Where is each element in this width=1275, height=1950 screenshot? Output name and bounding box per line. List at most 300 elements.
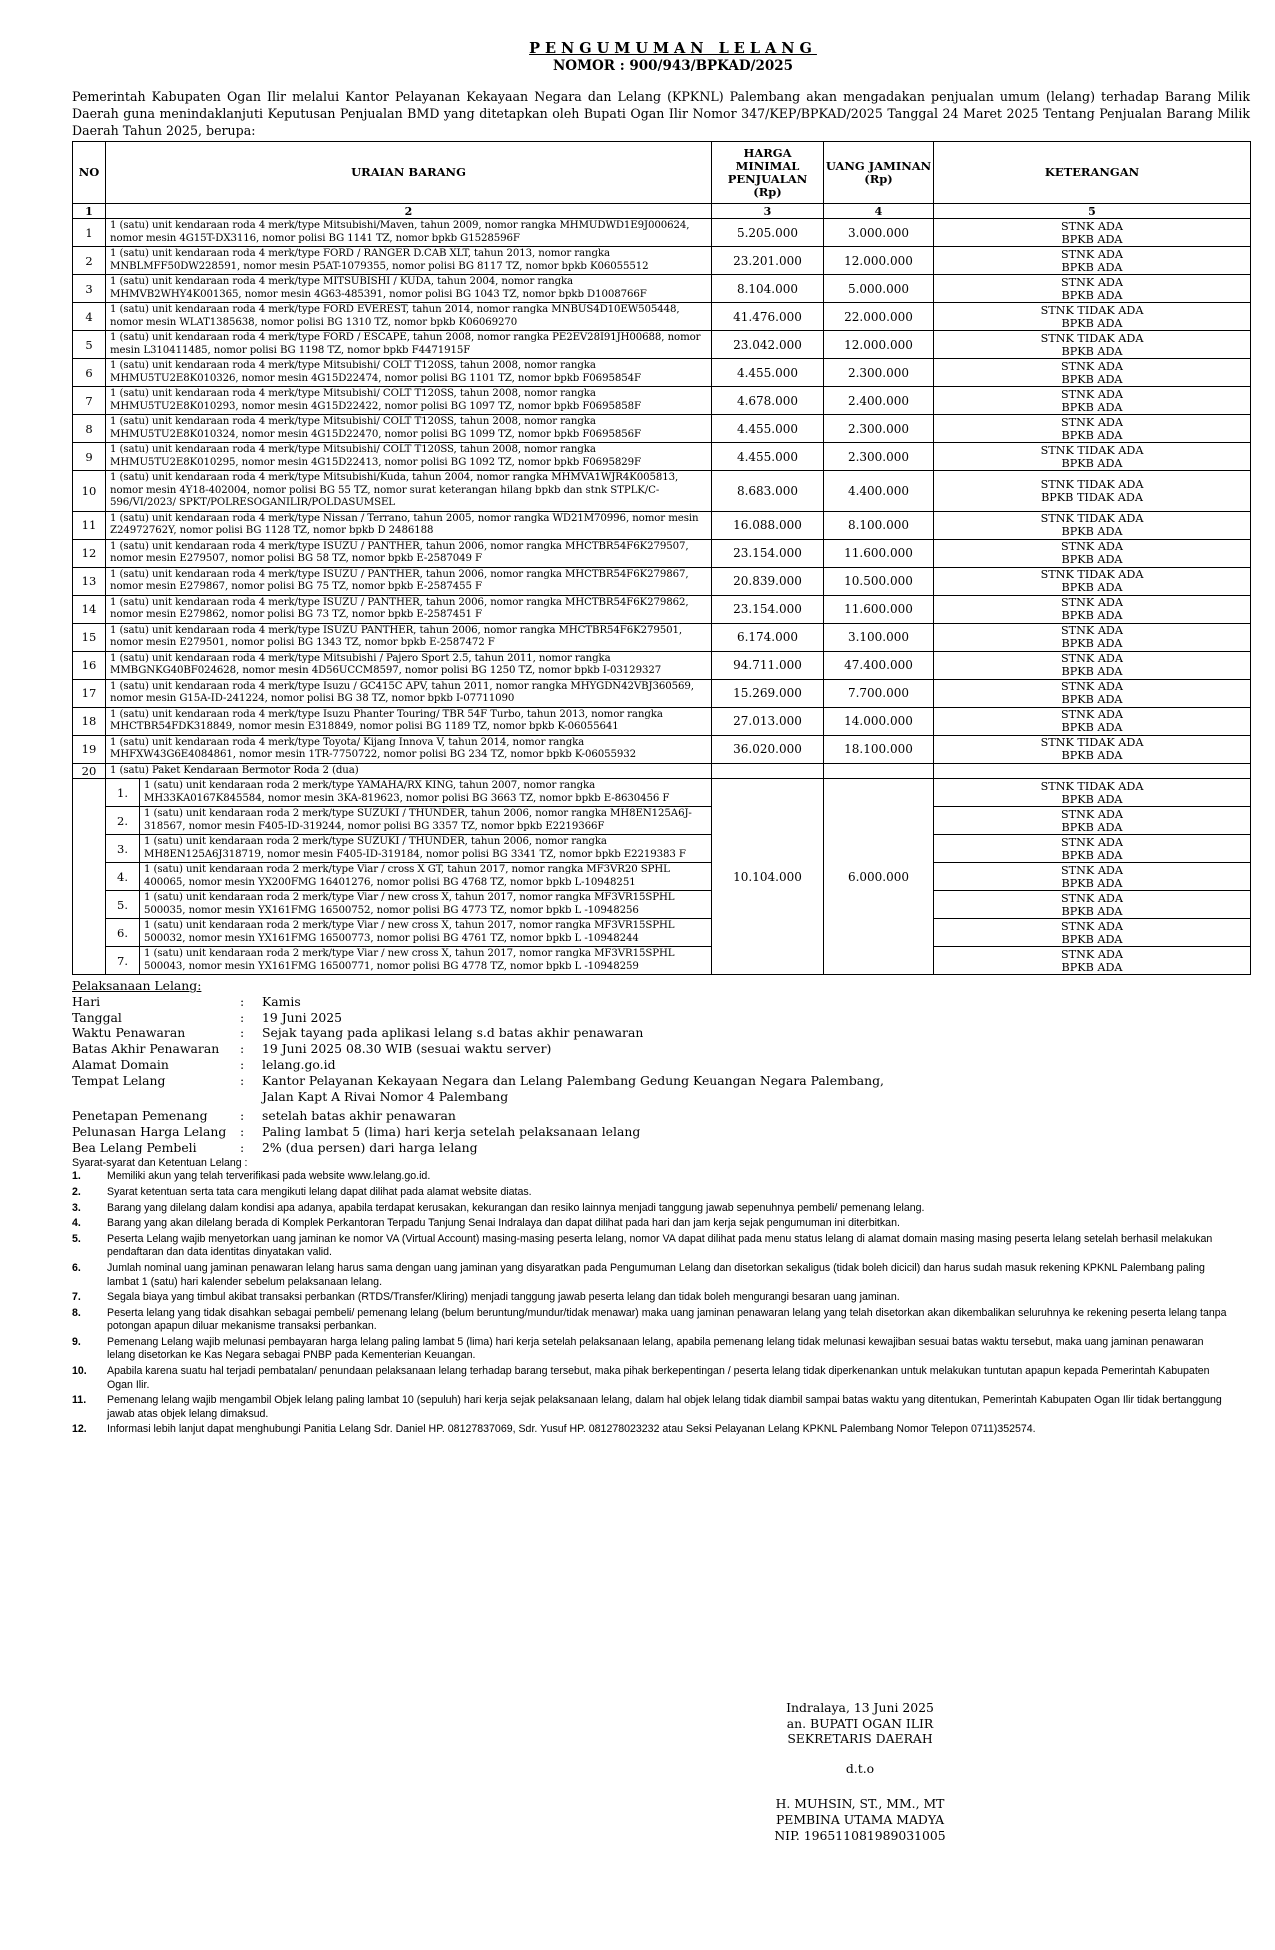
column-number: 3 bbox=[712, 204, 824, 219]
item-description: 1 (satu) unit kendaraan roda 2 merk/type Viar / new cross X, tahun 2017, nomor rangka MF3VR15SPHL 500035, nomor mesin YX161FMG 16500752, nomor polisi BG 4773 TZ, nomor bpkb L -10948256 bbox=[140, 891, 712, 919]
schedule-value-line: Paling lambat 5 (lima) hari kerja setelah pelaksanaan lelang bbox=[262, 1124, 641, 1140]
remarks bbox=[934, 863, 1251, 891]
terms-item-text: Peserta lelang yang tidak disahkan sebagai pembeli/ pemenang lelang (belum beruntung/mundur/tidak menawar) maka uang jaminan penawaran lelang yang telah disetorkan akan dikembalikan seluruhnya ke rekening peserta lelang tanpa potongan apapun diluar mekanisme transaksi perbankan. bbox=[107, 1306, 1227, 1333]
signature-block bbox=[700, 1700, 1020, 1843]
remark-stnk: STNK TIDAK ADA bbox=[1040, 477, 1144, 491]
terms-item-text: Barang yang dilelang dalam kondisi apa adanya, apabila terdapat kerusakan, kekurangan dan resiko lainnya menjadi tanggung jawab sepenuhnya pembeli/ pemenang lelang. bbox=[107, 1201, 925, 1214]
schedule-label: Penetapan Pemenang bbox=[72, 1108, 208, 1124]
sub-item-number: 2. bbox=[106, 807, 140, 835]
remark-stnk: STNK ADA bbox=[1061, 247, 1123, 261]
remark-stnk: STNK ADA bbox=[1061, 835, 1123, 849]
terms-item-number: 4. bbox=[72, 1217, 81, 1230]
terms-item bbox=[72, 1307, 1250, 1334]
remark-stnk: STNK TIDAK ADA bbox=[1040, 303, 1144, 317]
terms-item-text: Peserta Lelang wajib menyetorkan uang jaminan ke nomor VA (Virtual Account) masing-masing peserta lelang, nomor VA dapat dilihat pada menu status lelang di alamat domain masing masing peserta lelang setelah berhasil melakukan pendaftaran dan data identitas dinyatakan valid. bbox=[107, 1232, 1213, 1259]
minimum-price: 27.013.000 bbox=[712, 707, 824, 735]
terms-item-number: 9. bbox=[72, 1335, 81, 1348]
remarks bbox=[934, 219, 1251, 247]
sub-item-number: 7. bbox=[106, 947, 140, 975]
minimum-price: 20.839.000 bbox=[712, 567, 824, 595]
remark-stnk: STNK TIDAK ADA bbox=[1040, 443, 1144, 457]
deposit-amount: 47.400.000 bbox=[824, 651, 934, 679]
item-description: 1 (satu) unit kendaraan roda 4 merk/type Mitsubishi / Pajero Sport 2.5, tahun 2011, nomor rangka MMBGNKG40BF024628, nomor mesin 4D56UCCM8597, nomor polisi BG 1250 TZ, nomor bpkb I-03129327 bbox=[106, 651, 712, 679]
header-uraian: URAIAN BARANG bbox=[106, 142, 712, 204]
terms-item-number: 2. bbox=[72, 1185, 81, 1198]
schedule-row bbox=[72, 1025, 884, 1041]
signatory-rank: PEMBINA UTAMA MADYA bbox=[775, 1811, 945, 1827]
terms-item-number: 12. bbox=[72, 1423, 87, 1436]
remark-stnk: STNK ADA bbox=[1061, 415, 1123, 429]
minimum-price: 94.711.000 bbox=[712, 651, 824, 679]
terms-item-number: 6. bbox=[72, 1261, 81, 1274]
remark-bpkb: BPKB ADA bbox=[1061, 316, 1123, 330]
schedule-value-line: Sejak tayang pada aplikasi lelang s.d batas akhir penawaran bbox=[262, 1025, 644, 1041]
deposit-amount: 10.500.000 bbox=[824, 567, 934, 595]
sub-item-number: 3. bbox=[106, 835, 140, 863]
column-number: 5 bbox=[934, 204, 1251, 219]
schedule-row bbox=[72, 1108, 884, 1124]
schedule-colon: : bbox=[240, 993, 245, 1009]
schedule-label: Batas Akhir Penawaran bbox=[72, 1041, 220, 1057]
schedule-heading: Pelaksanaan Lelang: bbox=[72, 978, 202, 993]
schedule-label: Bea Lelang Pembeli bbox=[72, 1139, 197, 1155]
remark-stnk: STNK ADA bbox=[1061, 947, 1123, 961]
deposit-amount: 6.000.000 bbox=[824, 779, 934, 975]
schedule-value-line: lelang.go.id bbox=[262, 1056, 336, 1072]
header-keterangan: KETERANGAN bbox=[934, 142, 1251, 204]
remark-stnk: STNK TIDAK ADA bbox=[1040, 568, 1144, 581]
signature-position: SEKRETARIS DAERAH bbox=[787, 1731, 933, 1747]
table-row bbox=[73, 511, 1251, 539]
terms-item bbox=[72, 1170, 1250, 1184]
schedule-colon: : bbox=[240, 1041, 245, 1057]
remark-stnk: STNK ADA bbox=[1061, 863, 1123, 877]
schedule-value bbox=[262, 1010, 884, 1026]
item-description: 1 (satu) unit kendaraan roda 4 merk/type ISUZU PANTHER, tahun 2006, nomor rangka MHCTBR54F6K279501, nomor mesin E279501, nomor polisi BG 1343 TZ, nomor bpkb E-2587472 F bbox=[106, 623, 712, 651]
remarks bbox=[934, 471, 1251, 512]
table-row bbox=[73, 303, 1251, 331]
terms-item bbox=[72, 1394, 1250, 1421]
row-number: 5 bbox=[73, 331, 106, 359]
remark-bpkb: BPKB ADA bbox=[1061, 848, 1123, 862]
terms-item-text: Memiliki akun yang telah terverifikasi pada website www.lelang.go.id. bbox=[107, 1170, 431, 1183]
remark-bpkb: BPKB ADA bbox=[1061, 792, 1123, 806]
terms-item-text: Informasi lebih lanjut dapat menghubungi Panitia Lelang Sdr. Daniel HP. 08127837069, Sdr. Yusuf HP. 081278023232 atau Seksi Pelayanan Lelang KPKNL Palembang Nomor Telepon 0711)352574. bbox=[107, 1423, 1036, 1436]
schedule-label: Pelunasan Harga Lelang bbox=[72, 1124, 227, 1140]
remark-stnk: STNK TIDAK ADA bbox=[1040, 331, 1144, 345]
column-number-row bbox=[73, 204, 1251, 219]
empty-cell bbox=[934, 763, 1251, 779]
schedule-label: Hari bbox=[72, 993, 101, 1009]
header-jaminan: UANG JAMINAN (Rp) bbox=[824, 142, 934, 204]
item-description: 1 (satu) unit kendaraan roda 4 merk/type Mitsubishi/ COLT T120SS, tahun 2008, nomor rangka MHMU5TU2E8K010295, nomor mesin 4G15D22413, nomor polisi BG 1092 TZ, nomor bpkb F0695829F bbox=[106, 443, 712, 471]
schedule-value-line: Kantor Pelayanan Kekayaan Negara dan Lelang Palembang Gedung Keuangan Negara Palembang, bbox=[262, 1072, 884, 1088]
terms-item bbox=[72, 1202, 1250, 1216]
item-description: 1 (satu) unit kendaraan roda 4 merk/type Isuzu Phanter Touring/ TBR 54F Turbo, tahun 2013, nomor rangka MHCTBR54FDK318849, nomor mesin E318849, nomor polisi BG 1189 TZ, nomor bpkb K-06055641 bbox=[106, 707, 712, 735]
remark-stnk: STNK ADA bbox=[1061, 807, 1123, 821]
remarks bbox=[934, 275, 1251, 303]
terms-item-number: 1. bbox=[72, 1170, 81, 1183]
remark-stnk: STNK ADA bbox=[1061, 919, 1123, 933]
remarks bbox=[934, 807, 1251, 835]
table-row bbox=[73, 219, 1251, 247]
remarks bbox=[934, 707, 1251, 735]
remarks bbox=[934, 387, 1251, 415]
schedule-colon: : bbox=[240, 1056, 245, 1072]
remark-bpkb: BPKB ADA bbox=[1061, 932, 1123, 946]
remark-stnk: STNK TIDAK ADA bbox=[1040, 512, 1144, 525]
remark-stnk: STNK ADA bbox=[1061, 680, 1123, 693]
row-number: 16 bbox=[73, 651, 106, 679]
package-item-row bbox=[73, 807, 1251, 835]
item-description: 1 (satu) unit kendaraan roda 4 merk/type Mitsubishi/ COLT T120SS, tahun 2008, nomor rangka MHMU5TU2E8K010326, nomor mesin 4G15D22474, nomor polisi BG 1101 TZ, nomor bpkb F0695854F bbox=[106, 359, 712, 387]
table-row bbox=[73, 567, 1251, 595]
minimum-price: 10.104.000 bbox=[712, 779, 824, 975]
row-number: 17 bbox=[73, 679, 106, 707]
remarks bbox=[934, 443, 1251, 471]
row-number: 4 bbox=[73, 303, 106, 331]
row-number: 12 bbox=[73, 539, 106, 567]
table-row bbox=[73, 275, 1251, 303]
table-row bbox=[73, 651, 1251, 679]
schedule-value bbox=[262, 1025, 884, 1041]
column-number: 2 bbox=[106, 204, 712, 219]
terms-item bbox=[72, 1291, 1250, 1305]
row-number: 13 bbox=[73, 567, 106, 595]
item-description: 1 (satu) unit kendaraan roda 4 merk/type FORD / RANGER D.CAB XLT, tahun 2013, nomor rangka MNBLMFF50DW228591, nomor mesin P5AT-1079355, nomor polisi BG 8117 TZ, nomor bpkb K06055512 bbox=[106, 247, 712, 275]
terms-section bbox=[72, 1157, 1250, 1437]
deposit-amount: 4.400.000 bbox=[824, 471, 934, 512]
schedule-value-line: Kamis bbox=[262, 993, 301, 1009]
row-number: 2 bbox=[73, 247, 106, 275]
schedule-colon: : bbox=[240, 1009, 245, 1025]
remark-stnk: STNK ADA bbox=[1061, 219, 1123, 233]
column-number: 4 bbox=[824, 204, 934, 219]
item-description: 1 (satu) unit kendaraan roda 4 merk/type Mitsubishi/ COLT T120SS, tahun 2008, nomor rangka MHMU5TU2E8K010324, nomor mesin 4G15D22470, nomor polisi BG 1099 TZ, nomor bpkb F0695856F bbox=[106, 415, 712, 443]
item-description: 1 (satu) unit kendaraan roda 2 merk/type SUZUKI / THUNDER, tahun 2006, nomor rangka MH8EN125A6J318719, nomor mesin F405-ID-319184, nomor polisi BG 3341 TZ, nomor bpkb E2219383 F bbox=[140, 835, 712, 863]
item-description: 1 (satu) unit kendaraan roda 4 merk/type Isuzu / GC415C APV, tahun 2011, nomor rangka MHYGDN42VBJ360569, nomor mesin G15A-ID-241224, nomor polisi BG 38 TZ, nomor bpkb I-07711090 bbox=[106, 679, 712, 707]
item-description: 1 (satu) unit kendaraan roda 2 merk/type SUZUKI / THUNDER, tahun 2006, nomor rangka MH8EN125A6J-318567, nomor mesin F405-ID-319244, nomor polisi BG 3357 TZ, nomor bpkb E2219366F bbox=[140, 807, 712, 835]
remark-bpkb: BPKB ADA bbox=[1061, 665, 1123, 678]
column-number: 1 bbox=[73, 204, 106, 219]
schedule-value bbox=[262, 1140, 884, 1156]
terms-item bbox=[72, 1365, 1250, 1392]
minimum-price: 16.088.000 bbox=[712, 511, 824, 539]
sub-item-number: 1. bbox=[106, 779, 140, 807]
deposit-amount: 2.300.000 bbox=[824, 443, 934, 471]
row-number: 18 bbox=[73, 707, 106, 735]
remark-stnk: STNK ADA bbox=[1061, 275, 1123, 289]
remark-bpkb: BPKB ADA bbox=[1061, 372, 1123, 386]
row-number: 1 bbox=[73, 219, 106, 247]
minimum-price: 23.154.000 bbox=[712, 595, 824, 623]
row-number: 14 bbox=[73, 595, 106, 623]
terms-item bbox=[72, 1262, 1250, 1289]
remarks bbox=[934, 735, 1251, 763]
deposit-amount: 5.000.000 bbox=[824, 275, 934, 303]
remark-bpkb: BPKB ADA bbox=[1061, 749, 1123, 762]
schedule-row bbox=[72, 1041, 884, 1057]
schedule-value bbox=[262, 1057, 884, 1073]
remark-bpkb: BPKB ADA bbox=[1061, 960, 1123, 974]
schedule-row bbox=[72, 1124, 884, 1140]
row-number: 3 bbox=[73, 275, 106, 303]
row-number: 6 bbox=[73, 359, 106, 387]
remark-bpkb: BPKB TIDAK ADA bbox=[1041, 490, 1143, 504]
remark-stnk: STNK ADA bbox=[1061, 540, 1123, 553]
remarks bbox=[934, 331, 1251, 359]
schedule-value bbox=[262, 1041, 884, 1057]
remark-bpkb: BPKB ADA bbox=[1061, 637, 1123, 650]
row-number: 11 bbox=[73, 511, 106, 539]
remark-stnk: STNK ADA bbox=[1061, 652, 1123, 665]
deposit-amount: 22.000.000 bbox=[824, 303, 934, 331]
remark-stnk: STNK ADA bbox=[1061, 891, 1123, 905]
package-item-row bbox=[73, 863, 1251, 891]
remarks bbox=[934, 919, 1251, 947]
remarks bbox=[934, 303, 1251, 331]
remarks bbox=[934, 623, 1251, 651]
package-item-row bbox=[73, 947, 1251, 975]
schedule-colon: : bbox=[240, 1108, 245, 1124]
deposit-amount: 2.300.000 bbox=[824, 415, 934, 443]
deposit-amount: 2.400.000 bbox=[824, 387, 934, 415]
item-description: 1 (satu) unit kendaraan roda 2 merk/type Viar / cross X GT, tahun 2017, nomor rangka MF3VR20 SPHL 400065, nomor mesin YX200FMG 16401276, nomor polisi BG 4768 TZ, nomor bpkb L-10948251 bbox=[140, 863, 712, 891]
remark-stnk: STNK ADA bbox=[1061, 387, 1123, 401]
table-row bbox=[73, 539, 1251, 567]
remark-bpkb: BPKB ADA bbox=[1061, 553, 1123, 566]
package-item-row bbox=[73, 835, 1251, 863]
table-row bbox=[73, 735, 1251, 763]
deposit-amount: 3.100.000 bbox=[824, 623, 934, 651]
item-description: 1 (satu) unit kendaraan roda 4 merk/type Toyota/ Kijang Innova V, tahun 2014, nomor rangka MHFXW43G6E4084861, nomor mesin 1TR-7750722, nomor polisi BG 234 TZ, nomor bpkb K-06055932 bbox=[106, 735, 712, 763]
deposit-amount: 7.700.000 bbox=[824, 679, 934, 707]
remarks bbox=[934, 359, 1251, 387]
remarks bbox=[934, 595, 1251, 623]
row-number: 9 bbox=[73, 443, 106, 471]
schedule-label: Tanggal bbox=[72, 1009, 122, 1025]
remark-bpkb: BPKB ADA bbox=[1061, 400, 1123, 414]
remarks bbox=[934, 567, 1251, 595]
item-description: 1 (satu) unit kendaraan roda 4 merk/type Mitsubishi/Maven, tahun 2009, nomor rangka MHMUDWD1E9J000624, nomor mesin 4G15T-DX3116, nomor polisi BG 1141 TZ, nomor bpkb G1528596F bbox=[106, 219, 712, 247]
minimum-price: 41.476.000 bbox=[712, 303, 824, 331]
schedule-label: Tempat Lelang bbox=[72, 1072, 166, 1088]
row-number: 20 bbox=[73, 763, 106, 779]
minimum-price: 6.174.000 bbox=[712, 623, 824, 651]
remark-stnk: STNK ADA bbox=[1061, 708, 1123, 721]
schedule-row bbox=[72, 994, 884, 1010]
terms-item-number: 11. bbox=[72, 1394, 87, 1407]
deposit-amount: 11.600.000 bbox=[824, 595, 934, 623]
sub-item-number: 6. bbox=[106, 919, 140, 947]
schedule-value bbox=[262, 1108, 884, 1124]
item-description: 1 (satu) unit kendaraan roda 4 merk/type ISUZU / PANTHER, tahun 2006, nomor rangka MHCTBR54F6K279862, nomor mesin E279862, nomor polisi BG 73 TZ, nomor bpkb E-2587451 F bbox=[106, 595, 712, 623]
row-number: 10 bbox=[73, 471, 106, 512]
empty-cell bbox=[824, 763, 934, 779]
minimum-price: 15.269.000 bbox=[712, 679, 824, 707]
remarks bbox=[934, 679, 1251, 707]
terms-item bbox=[72, 1186, 1250, 1200]
item-description: 1 (satu) unit kendaraan roda 4 merk/type Mitsubishi/ COLT T120SS, tahun 2008, nomor rangka MHMU5TU2E8K010293, nomor mesin 4G15D22422, nomor polisi BG 1097 TZ, nomor bpkb F0695858F bbox=[106, 387, 712, 415]
schedule-label: Waktu Penawaran bbox=[72, 1025, 186, 1041]
items-table bbox=[72, 141, 1251, 975]
schedule-colon: : bbox=[240, 1124, 245, 1140]
terms-item-number: 5. bbox=[72, 1232, 81, 1245]
remark-bpkb: BPKB ADA bbox=[1061, 904, 1123, 918]
schedule-colon: : bbox=[240, 1139, 245, 1155]
schedule-value-line: setelah batas akhir penawaran bbox=[262, 1108, 456, 1124]
table-row bbox=[73, 443, 1251, 471]
terms-item-text: Jumlah nominal uang jaminan penawaran lelang harus sama dengan uang jaminan yang disyaratkan pada Pengumuman Lelang dan disetorkan sekaligus (tidak boleh dicicil) dan harus sudah masuk rekening KPKNL Palembang paling lambat 1 (satu) hari kalender sebelum pelaksanaan lelang. bbox=[107, 1261, 1205, 1288]
signature-dto: d.t.o bbox=[845, 1760, 875, 1776]
remark-stnk: STNK TIDAK ADA bbox=[1040, 779, 1144, 793]
header-harga: HARGA MINIMAL PENJUALAN (Rp) bbox=[712, 142, 824, 204]
item-description: 1 (satu) unit kendaraan roda 4 merk/type FORD EVEREST, tahun 2014, nomor rangka MNBUS4D10EW505448, nomor mesin WLAT1385638, nomor polisi BG 1310 TZ, nomor bpkb K06069270 bbox=[106, 303, 712, 331]
deposit-amount: 11.600.000 bbox=[824, 539, 934, 567]
minimum-price: 36.020.000 bbox=[712, 735, 824, 763]
schedule-value-line: Jalan Kapt A Rivai Nomor 4 Palembang bbox=[262, 1088, 509, 1104]
schedule-row bbox=[72, 1010, 884, 1026]
deposit-amount: 18.100.000 bbox=[824, 735, 934, 763]
schedule-value bbox=[262, 1124, 884, 1140]
minimum-price: 23.154.000 bbox=[712, 539, 824, 567]
remark-bpkb: BPKB ADA bbox=[1061, 693, 1123, 706]
remarks bbox=[934, 651, 1251, 679]
terms-item bbox=[72, 1217, 1250, 1231]
remark-bpkb: BPKB ADA bbox=[1061, 428, 1123, 442]
terms-item-number: 8. bbox=[72, 1306, 81, 1319]
minimum-price: 4.455.000 bbox=[712, 415, 824, 443]
item-description: 1 (satu) unit kendaraan roda 4 merk/type MITSUBISHI / KUDA, tahun 2004, nomor rangka MHMVB2WHY4K001365, nomor mesin 4G63-485391, nomor polisi BG 1043 TZ, nomor bpkb D1008766F bbox=[106, 275, 712, 303]
table-row bbox=[73, 247, 1251, 275]
remark-stnk: STNK ADA bbox=[1061, 624, 1123, 637]
minimum-price: 5.205.000 bbox=[712, 219, 824, 247]
minimum-price: 4.678.000 bbox=[712, 387, 824, 415]
schedule-table bbox=[72, 994, 884, 1156]
announcement-page bbox=[72, 40, 1250, 1439]
item-description: 1 (satu) unit kendaraan roda 4 merk/type Nissan / Terrano, tahun 2005, nomor rangka WD21M70996, nomor mesin Z24972762Y, nomor polisi BG 1128 TZ, nomor bpkb D 2486188 bbox=[106, 511, 712, 539]
schedule-label: Alamat Domain bbox=[72, 1056, 169, 1072]
package-row bbox=[73, 763, 1251, 779]
schedule-row bbox=[72, 1140, 884, 1156]
remark-bpkb: BPKB ADA bbox=[1061, 525, 1123, 538]
announcement-title: PENGUMUMAN LELANG bbox=[529, 40, 817, 57]
remarks bbox=[934, 891, 1251, 919]
remark-stnk: STNK ADA bbox=[1061, 596, 1123, 609]
schedule-row bbox=[72, 1073, 884, 1109]
item-description: 1 (satu) unit kendaraan roda 4 merk/type FORD / ESCAPE, tahun 2008, nomor rangka PE2EV28I91JH00688, nomor mesin L310411485, nomor polisi BG 1198 TZ, nomor bpkb F4471915F bbox=[106, 331, 712, 359]
table-row bbox=[73, 623, 1251, 651]
schedule-value bbox=[262, 1073, 884, 1109]
package-item-row bbox=[73, 919, 1251, 947]
signatory-name: H. MUHSIN, ST., MM., MT bbox=[775, 1796, 945, 1812]
remark-bpkb: BPKB ADA bbox=[1061, 609, 1123, 622]
item-description: 1 (satu) unit kendaraan roda 4 merk/type ISUZU / PANTHER, tahun 2006, nomor rangka MHCTBR54F6K279867, nomor mesin E279867, nomor polisi BG 75 TZ, nomor bpkb E-2587455 F bbox=[106, 567, 712, 595]
terms-item-text: Pemenang lelang wajib mengambil Objek lelang paling lambat 10 (sepuluh) hari kerja sejak pelaksanaan lelang, dalam hal objek lelang tidak diambil sampai batas waktu yang ditentukan, Pemerintah Kabupaten Ogan Ilir tidak bertanggung jawab atas objek lelang dimaksud. bbox=[107, 1394, 1222, 1420]
deposit-amount: 3.000.000 bbox=[824, 219, 934, 247]
package-item-row bbox=[73, 779, 1251, 807]
minimum-price: 8.104.000 bbox=[712, 275, 824, 303]
package-indent-cell bbox=[73, 779, 106, 975]
announcement-number: NOMOR : 900/943/BPKAD/2025 bbox=[552, 58, 794, 74]
remark-bpkb: BPKB ADA bbox=[1061, 456, 1123, 470]
remark-bpkb: BPKB ADA bbox=[1061, 876, 1123, 890]
table-row bbox=[73, 471, 1251, 512]
remarks bbox=[934, 835, 1251, 863]
sub-item-number: 5. bbox=[106, 891, 140, 919]
item-description: 1 (satu) unit kendaraan roda 2 merk/type YAMAHA/RX KING, tahun 2007, nomor rangka MH33KA0167K845584, nomor mesin 3KA-819623, nomor polisi BG 3663 TZ, nomor bpkb E-8630456 F bbox=[140, 779, 712, 807]
schedule-row bbox=[72, 1057, 884, 1073]
row-number: 7 bbox=[73, 387, 106, 415]
item-description: 1 (satu) unit kendaraan roda 4 merk/type ISUZU / PANTHER, tahun 2006, nomor rangka MHCTBR54F6K279507, nomor mesin E279507, nomor polisi BG 58 TZ, nomor bpkb E-2587049 F bbox=[106, 539, 712, 567]
terms-item bbox=[72, 1336, 1250, 1363]
remarks bbox=[934, 947, 1251, 975]
terms-item bbox=[72, 1423, 1250, 1437]
item-description: 1 (satu) unit kendaraan roda 2 merk/type Viar / new cross X, tahun 2017, nomor rangka MF3VR15SPHL 500032, nomor mesin YX161FMG 16500773, nomor polisi BG 4761 TZ, nomor bpkb L -10948244 bbox=[140, 919, 712, 947]
terms-item-text: Pemenang Lelang wajib melunasi pembayaran harga lelang paling lambat 5 (lima) hari kerja setelah pelaksanaan lelang, apabila pemenang lelang tidak melunasi kewajiban sesuai batas waktu tersebut, maka uang jaminan penawaran lelang disetorkan ke Kas Negara sebagai PNBP pada Kementerian Keuangan. bbox=[107, 1335, 1204, 1362]
signature-on-behalf: an. BUPATI OGAN ILIR bbox=[786, 1715, 934, 1731]
item-description: 1 (satu) unit kendaraan roda 2 merk/type Viar / new cross X, tahun 2017, nomor rangka MF3VR15SPHL 500043, nomor mesin YX161FMG 16500771, nomor polisi BG 4778 TZ, nomor bpkb L -10948259 bbox=[140, 947, 712, 975]
remark-stnk: STNK TIDAK ADA bbox=[1040, 736, 1144, 749]
empty-cell bbox=[712, 763, 824, 779]
schedule-value-line: 19 Juni 2025 08.30 WIB (sesuai waktu server) bbox=[262, 1041, 552, 1057]
terms-item bbox=[72, 1233, 1250, 1260]
signatory-nip: NIP. 196511081989031005 bbox=[774, 1827, 946, 1843]
remarks bbox=[934, 415, 1251, 443]
schedule-colon: : bbox=[240, 1072, 245, 1088]
minimum-price: 4.455.000 bbox=[712, 443, 824, 471]
terms-item-text: Segala biaya yang timbul akibat transaksi perbankan (RTDS/Transfer/Kliring) menjadi tanggung jawab peserta lelang dan tidak boleh mengurangi besaran uang jaminan. bbox=[107, 1291, 900, 1304]
remark-stnk: STNK ADA bbox=[1061, 359, 1123, 373]
remarks bbox=[934, 539, 1251, 567]
auction-schedule bbox=[72, 978, 1250, 1156]
remark-bpkb: BPKB ADA bbox=[1061, 232, 1123, 246]
sub-item-number: 4. bbox=[106, 863, 140, 891]
deposit-amount: 14.000.000 bbox=[824, 707, 934, 735]
remark-bpkb: BPKB ADA bbox=[1061, 820, 1123, 834]
remark-bpkb: BPKB ADA bbox=[1061, 344, 1123, 358]
row-number: 8 bbox=[73, 415, 106, 443]
row-number: 15 bbox=[73, 623, 106, 651]
deposit-amount: 8.100.000 bbox=[824, 511, 934, 539]
remarks bbox=[934, 779, 1251, 807]
terms-item-number: 3. bbox=[72, 1201, 81, 1214]
row-number: 19 bbox=[73, 735, 106, 763]
signature-place-date: Indralaya, 13 Juni 2025 bbox=[786, 1700, 934, 1715]
package-title: 1 (satu) Paket Kendaraan Bermotor Roda 2 (dua) bbox=[106, 763, 712, 779]
deposit-amount: 2.300.000 bbox=[824, 359, 934, 387]
remark-bpkb: BPKB ADA bbox=[1061, 721, 1123, 734]
terms-item-text: Barang yang akan dilelang berada di Komplek Perkantoran Terpadu Tanjung Senai Indralaya dan dapat dilihat pada hari dan jam kerja sejak pengumuman ini diterbitkan. bbox=[107, 1217, 900, 1230]
remark-bpkb: BPKB ADA bbox=[1061, 581, 1123, 594]
remark-bpkb: BPKB ADA bbox=[1061, 288, 1123, 302]
schedule-value bbox=[262, 994, 884, 1010]
package-item-row bbox=[73, 891, 1251, 919]
item-description: 1 (satu) unit kendaraan roda 4 merk/type Mitsubishi/Kuda, tahun 2004, nomor rangka MHMVA1WJR4K005813, nomor mesin 4Y18-402004, nomor polisi BG 55 TZ, nomor surat keterangan hilang bpkb dan stnk STPLK/C-596/VI/2023/ SPKT/POLRESOGANILIR/POLDASUMSEL bbox=[106, 471, 712, 512]
schedule-value-line: 19 Juni 2025 bbox=[262, 1009, 343, 1025]
table-row bbox=[73, 415, 1251, 443]
deposit-amount: 12.000.000 bbox=[824, 247, 934, 275]
table-row bbox=[73, 595, 1251, 623]
table-row bbox=[73, 387, 1251, 415]
terms-item-text: Apabila karena suatu hal terjadi pembatalan/ penundaan pelaksanaan lelang terhadap barang tersebut, maka pihak berkepentingan / peserta lelang tidak diperkenankan untuk melakukan tuntutan apapun kepada Pemerintah Kabupaten Ogan Ilir. bbox=[107, 1365, 1210, 1391]
intro-paragraph: Pemerintah Kabupaten Ogan Ilir melalui Kantor Pelayanan Kekayaan Negara dan Lelang (KPKNL) Palembang akan mengadakan penjualan umum (lelang) terhadap Barang Milik Daerah guna menindaklanjuti Keputusan Penjualan BMD yang ditetapkan oleh Bupati Ogan Ilir Nomor 347/KEP/BPKAD/2025 Tanggal 24 Maret 2025 Tentang Penjualan Barang Milik Daerah Tahun 2025, berupa: bbox=[72, 89, 1250, 138]
terms-item-number: 7. bbox=[72, 1291, 81, 1304]
terms-item-text: Syarat ketentuan serta tata cara mengikuti lelang dapat dilihat pada alamat website diatas. bbox=[107, 1185, 532, 1198]
table-row bbox=[73, 679, 1251, 707]
remark-bpkb: BPKB ADA bbox=[1061, 260, 1123, 274]
remarks bbox=[934, 511, 1251, 539]
